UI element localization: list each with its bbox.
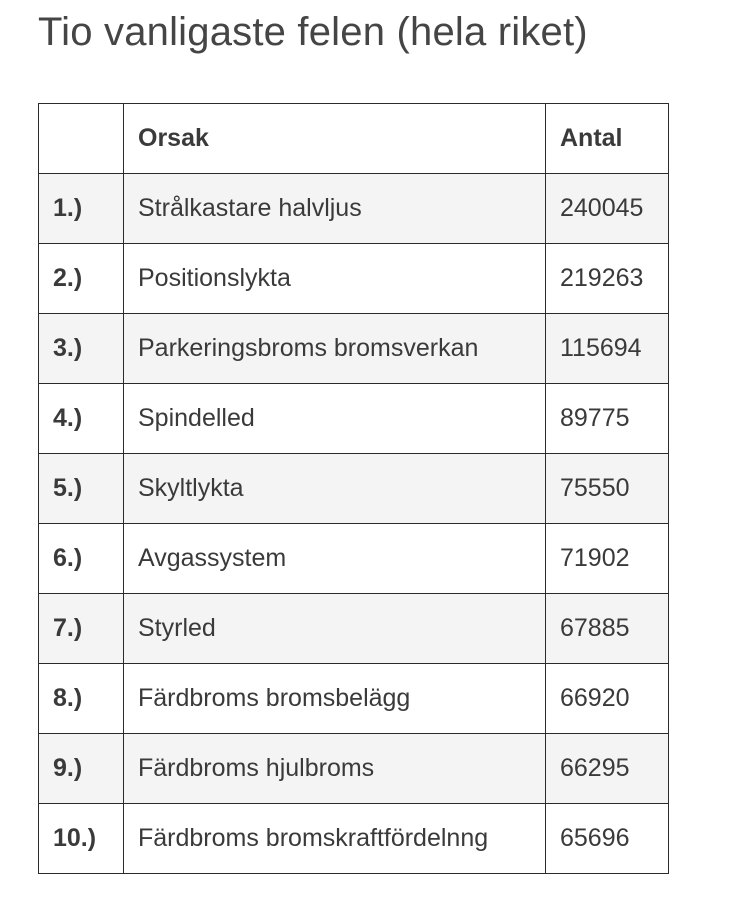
row-rank: 9.) <box>39 734 124 804</box>
table-row <box>39 454 669 524</box>
table-row <box>39 594 669 664</box>
row-rank: 3.) <box>39 314 124 384</box>
table-row <box>39 314 669 384</box>
row-rank: 10.) <box>39 804 124 874</box>
top-ten-faults-table <box>38 103 669 874</box>
row-cause: Positionslykta <box>124 244 546 314</box>
row-rank: 8.) <box>39 664 124 734</box>
row-count: 67885 <box>546 594 669 664</box>
row-rank: 6.) <box>39 524 124 594</box>
row-count: 240045 <box>546 174 669 244</box>
header-rank <box>39 104 124 174</box>
table-row <box>39 384 669 454</box>
row-rank: 4.) <box>39 384 124 454</box>
row-cause: Färdbroms bromskraftfördelnng <box>124 804 546 874</box>
table-row <box>39 664 669 734</box>
row-cause: Skyltlykta <box>124 454 546 524</box>
row-rank: 7.) <box>39 594 124 664</box>
row-cause: Spindelled <box>124 384 546 454</box>
row-cause: Styrled <box>124 594 546 664</box>
row-count: 89775 <box>546 384 669 454</box>
row-rank: 1.) <box>39 174 124 244</box>
row-count: 115694 <box>546 314 669 384</box>
header-cause: Orsak <box>124 104 546 174</box>
row-cause: Strålkastare halvljus <box>124 174 546 244</box>
row-cause: Parkeringsbroms bromsverkan <box>124 314 546 384</box>
header-count: Antal <box>546 104 669 174</box>
page-title: Tio vanligaste felen (hela riket) <box>38 10 588 54</box>
row-cause: Färdbroms hjulbroms <box>124 734 546 804</box>
row-count: 65696 <box>546 804 669 874</box>
table-row <box>39 524 669 594</box>
row-count: 71902 <box>546 524 669 594</box>
row-rank: 2.) <box>39 244 124 314</box>
table-header-row <box>39 104 669 174</box>
table-row <box>39 734 669 804</box>
table-row <box>39 174 669 244</box>
row-count: 75550 <box>546 454 669 524</box>
row-count: 66920 <box>546 664 669 734</box>
row-cause: Färdbroms bromsbelägg <box>124 664 546 734</box>
row-count: 66295 <box>546 734 669 804</box>
row-cause: Avgassystem <box>124 524 546 594</box>
row-count: 219263 <box>546 244 669 314</box>
table-row <box>39 244 669 314</box>
table-row <box>39 804 669 874</box>
row-rank: 5.) <box>39 454 124 524</box>
